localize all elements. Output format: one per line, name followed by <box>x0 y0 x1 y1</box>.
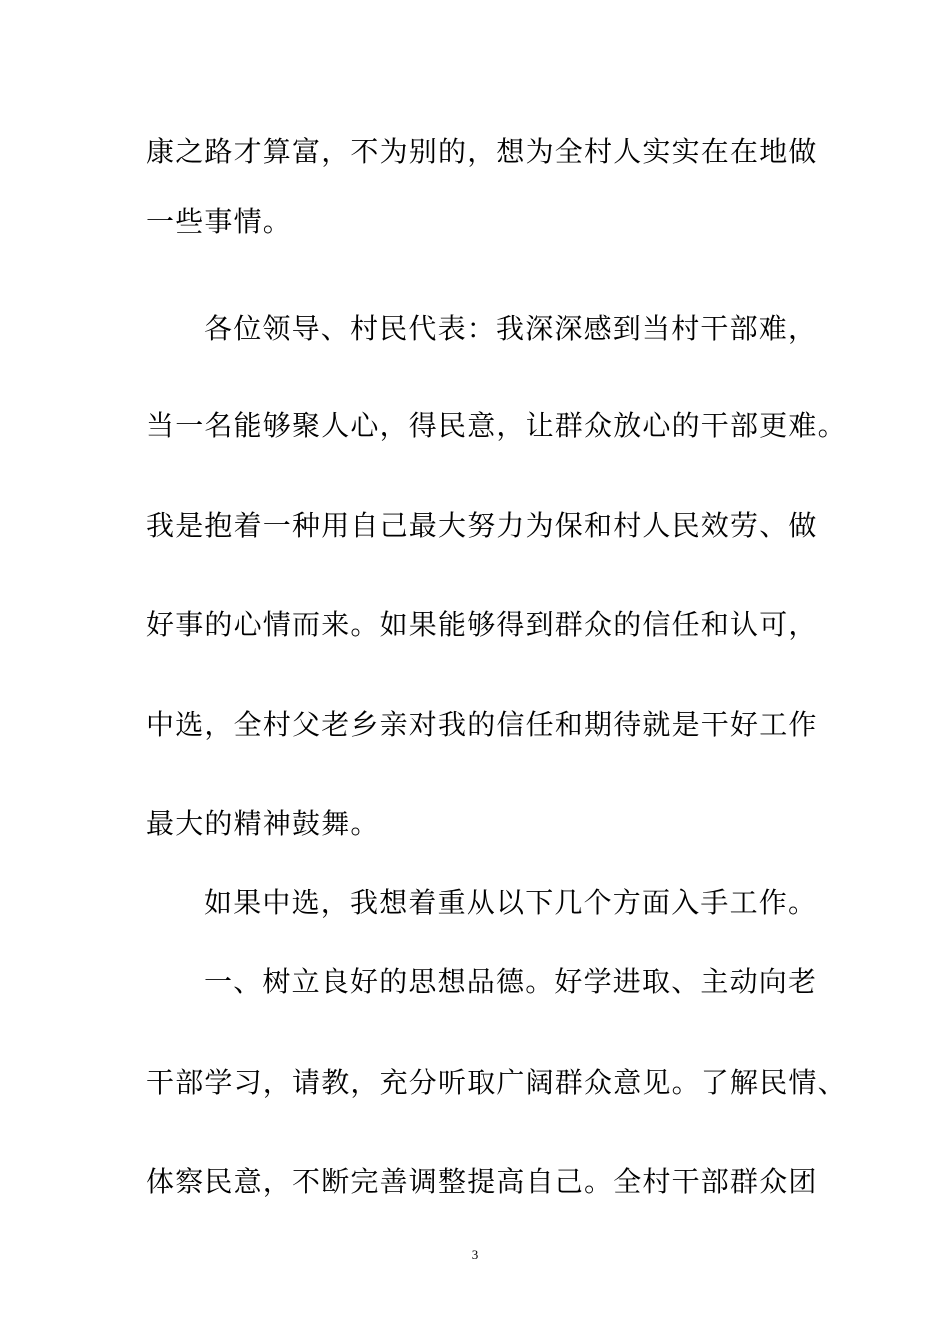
page-number: 3 <box>471 1247 479 1262</box>
text-line: 当一名能够聚人心，得民意，让群众放心的干部更难。 <box>146 409 847 442</box>
text-line: 康之路才算富，不为别的，想为全村人实实在在地做 <box>146 135 818 168</box>
paragraph-start-line: 各位领导、村民代表：我深深感到当村干部难， <box>204 312 818 345</box>
text-line: 我是抱着一种用自己最大努力为保和村人民效劳、做 <box>146 509 818 542</box>
text-line: 好事的心情而来。如果能够得到群众的信任和认可， <box>146 608 818 641</box>
text-line: 一些事情。 <box>146 205 293 238</box>
text-line: 干部学习，请教，充分听取广阔群众意见。了解民情、 <box>146 1066 847 1099</box>
paragraph-start-line: 如果中选，我想着重从以下几个方面入手工作。 <box>204 886 818 919</box>
paragraph-start-line: 一、树立良好的思想品德。好学进取、主动向老 <box>204 965 818 998</box>
text-line: 中选，全村父老乡亲对我的信任和期待就是干好工作 <box>146 708 818 741</box>
text-line: 体察民意，不断完善调整提高自己。全村干部群众团 <box>146 1165 818 1198</box>
text-line: 最大的精神鼓舞。 <box>146 807 380 840</box>
